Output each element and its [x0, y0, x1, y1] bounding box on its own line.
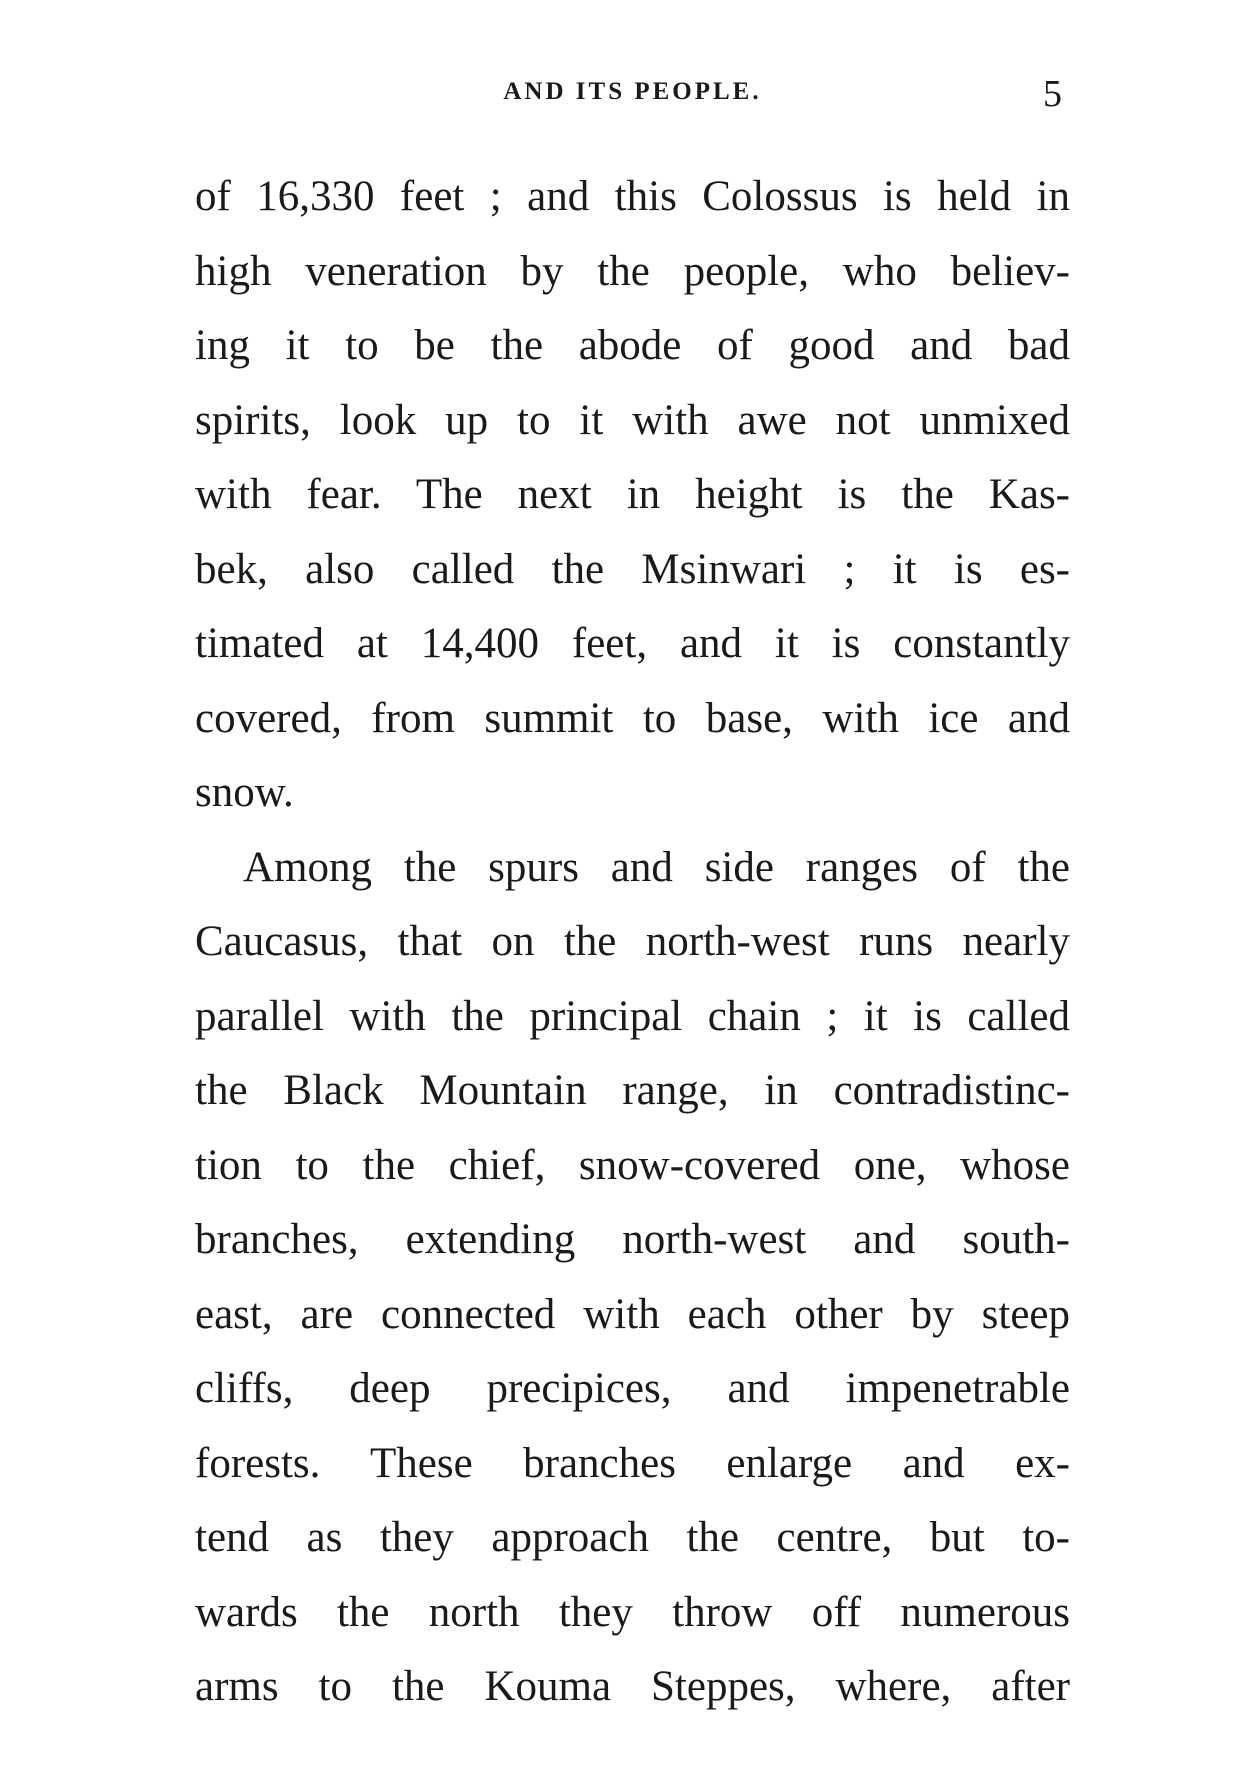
text-line: tend as they approach the centre, but to-	[195, 1514, 1070, 1561]
paragraph-1	[195, 160, 1070, 831]
running-title: AND ITS PEOPLE.	[503, 78, 762, 105]
text-line: spirits, look up to it with awe not unmixed	[195, 396, 1070, 444]
text-line: bek, also called the Msinwari ; it is es-	[195, 545, 1070, 593]
text-line: east, are connected with each other by steep	[195, 1290, 1070, 1338]
body-text	[195, 160, 1070, 1725]
text-line: the Black Mountain range, in contradistinc-	[195, 1067, 1070, 1114]
text-line: cliffs, deep precipices, and impenetrable	[195, 1365, 1070, 1412]
text-line: high veneration by the people, who believ-	[195, 247, 1070, 295]
text-line: Caucasus, that on the north-west runs nearly	[195, 918, 1070, 965]
text-line: covered, from summit to base, with ice and	[195, 694, 1070, 742]
page-header	[195, 73, 1070, 128]
text-line: snow.	[195, 769, 294, 816]
text-line: Among the spurs and side ranges of the	[243, 843, 1070, 891]
paragraph-2	[195, 831, 1070, 1725]
text-line: tion to the chief, snow-covered one, whose	[195, 1141, 1070, 1189]
text-line: timated at 14,400 feet, and it is constantly	[195, 620, 1070, 667]
text-line: branches, extending north-west and south-	[195, 1216, 1070, 1263]
text-line: parallel with the principal chain ; it is called	[195, 992, 1070, 1040]
page-number: 5	[1043, 73, 1062, 115]
text-line: ing it to be the abode of good and bad	[195, 322, 1070, 369]
text-line: with fear. The next in height is the Kas-	[195, 471, 1070, 518]
text-line: arms to the Kouma Steppes, where, after	[195, 1663, 1070, 1710]
text-line: wards the north they throw off numerous	[195, 1588, 1070, 1636]
text-line: forests. These branches enlarge and ex-	[195, 1439, 1070, 1487]
text-line: of 16,330 feet ; and this Colossus is held in	[195, 173, 1070, 220]
